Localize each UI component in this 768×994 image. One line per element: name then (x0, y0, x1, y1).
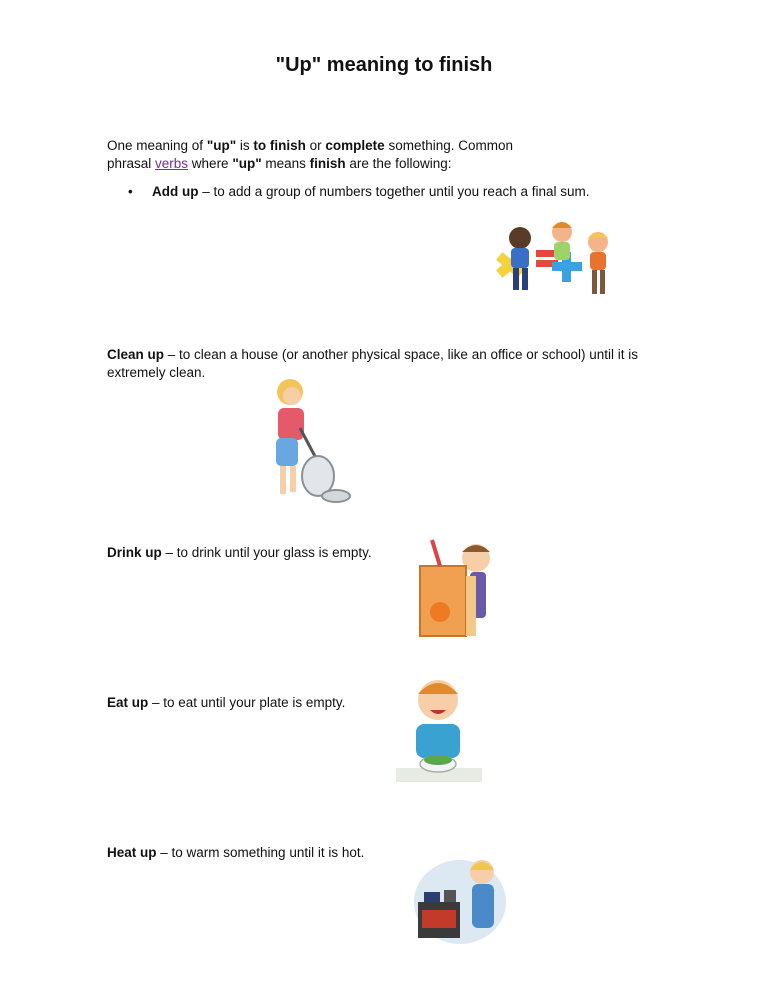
intro-text: something. Common (384, 138, 513, 153)
intro-finish: finish (309, 156, 346, 171)
intro-to-finish: to finish (253, 138, 306, 153)
bullet-marker: • (128, 184, 133, 199)
drink-up-item (107, 544, 407, 562)
heat-up-term: Heat up (107, 845, 157, 860)
eat-up-definition: – to eat until your plate is empty. (148, 695, 346, 710)
boy-eating-illustration (396, 672, 482, 784)
intro-text: is (236, 138, 254, 153)
eat-up-item (107, 694, 407, 712)
intro-text: or (305, 138, 326, 153)
intro-text: One meaning of (107, 138, 207, 153)
page-title: "Up" meaning to finish (275, 54, 493, 76)
drink-up-term: Drink up (107, 545, 162, 560)
intro-text: phrasal (107, 156, 156, 171)
clean-up-term: Clean up (107, 347, 165, 362)
kids-math-illustration (492, 216, 624, 308)
clean-up-item (107, 346, 667, 382)
intro-up-term: "up" (232, 156, 262, 171)
girl-vacuuming-illustration (266, 372, 354, 512)
add-up-item (128, 184, 590, 199)
woman-cooking-illustration (412, 846, 510, 948)
intro-text: where (188, 156, 233, 171)
intro-complete: complete (325, 138, 385, 153)
add-up-definition: – to add a group of numbers together until you reach a final sum. (198, 184, 590, 199)
heat-up-item (107, 844, 407, 862)
intro-paragraph (107, 137, 587, 173)
verbs-link[interactable]: verbs (155, 156, 189, 171)
intro-up-term: "up" (206, 138, 237, 153)
intro-text: are the following: (345, 156, 452, 171)
clean-up-definition: – to clean a house (or another physical space, like an office or school) until it is extremely clean. (107, 347, 639, 380)
boy-juice-box-illustration (414, 536, 500, 640)
add-up-term: Add up (152, 184, 199, 199)
drink-up-definition: – to drink until your glass is empty. (161, 545, 372, 560)
eat-up-term: Eat up (107, 695, 149, 710)
heat-up-definition: – to warm something until it is hot. (156, 845, 365, 860)
intro-text: means (261, 156, 310, 171)
